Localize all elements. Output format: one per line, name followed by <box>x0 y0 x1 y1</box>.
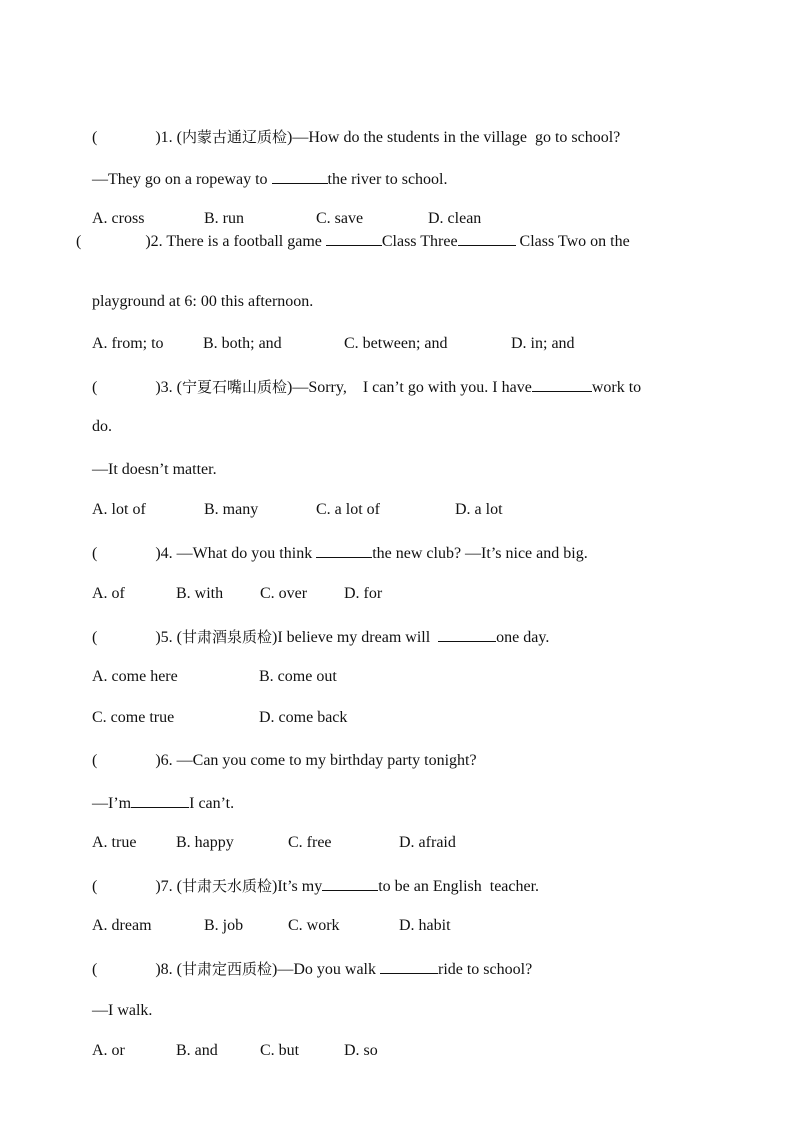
answer-blank <box>316 543 372 558</box>
question-7-options: A. dream B. job C. work D. habit <box>92 917 451 934</box>
question-3-options: A. lot of B. many C. a lot of D. a lot <box>92 501 503 518</box>
question-8-options: A. or B. and C. but D. so <box>92 1042 378 1059</box>
question-1-options: A. cross B. run C. save D. clean <box>92 210 482 227</box>
question-source: 甘肃天水质检 <box>181 877 272 895</box>
answer-blank <box>380 959 438 974</box>
answer-blank <box>131 793 189 808</box>
question-5-options-row1: A. come here B. come out <box>92 668 337 685</box>
question-7: ( )7. (甘肃天水质检)It’s my to be an English teacher. <box>92 877 540 895</box>
question-6-reply: —I’m I can’t. <box>92 795 235 812</box>
answer-paren: ( <box>92 129 98 146</box>
question-2: ( )2. There is a football game Class Three Class Two on the <box>76 233 630 250</box>
question-1-reply: —They go on a ropeway to the river to school. <box>92 171 448 188</box>
question-4-options: A. of B. with C. over D. for <box>92 585 383 602</box>
question-6: ( )6. —Can you come to my birthday party tonight? <box>92 752 477 769</box>
answer-blank <box>322 876 378 891</box>
question-6-options: A. true B. happy C. free D. afraid <box>92 834 456 851</box>
question-2-options: A. from; to B. both; and C. between; and D. in; and <box>92 335 575 352</box>
question-source: 甘肃定西质检 <box>181 960 272 978</box>
question-4: ( )4. —What do you think the new club? —It’s nice and big. <box>92 545 588 562</box>
question-source: 甘肃酒泉质检 <box>181 628 272 646</box>
question-2-cont: playground at 6: 00 this afternoon. <box>92 293 314 310</box>
question-source: 宁夏石嘴山质检 <box>181 378 287 396</box>
question-3: ( )3. (宁夏石嘴山质检)—Sorry, I can’t go with you. I have work to <box>92 378 642 396</box>
answer-blank <box>326 231 382 246</box>
question-5-options-row2: C. come true D. come back <box>92 709 348 726</box>
question-1: ( )1. (内蒙古通辽质检)—How do the students in the village go to school? <box>92 128 621 146</box>
question-3-reply: —It doesn’t matter. <box>92 461 217 478</box>
answer-blank <box>458 231 516 246</box>
question-8-reply: —I walk. <box>92 1002 153 1019</box>
question-5: ( )5. (甘肃酒泉质检)I believe my dream will one day. <box>92 628 550 646</box>
question-source: 内蒙古通辽质检 <box>181 128 287 146</box>
answer-blank <box>272 169 328 184</box>
answer-blank <box>532 377 592 392</box>
question-8: ( )8. (甘肃定西质检)—Do you walk ride to school? <box>92 960 533 978</box>
question-3-cont: do. <box>92 418 112 435</box>
answer-blank <box>438 627 496 642</box>
